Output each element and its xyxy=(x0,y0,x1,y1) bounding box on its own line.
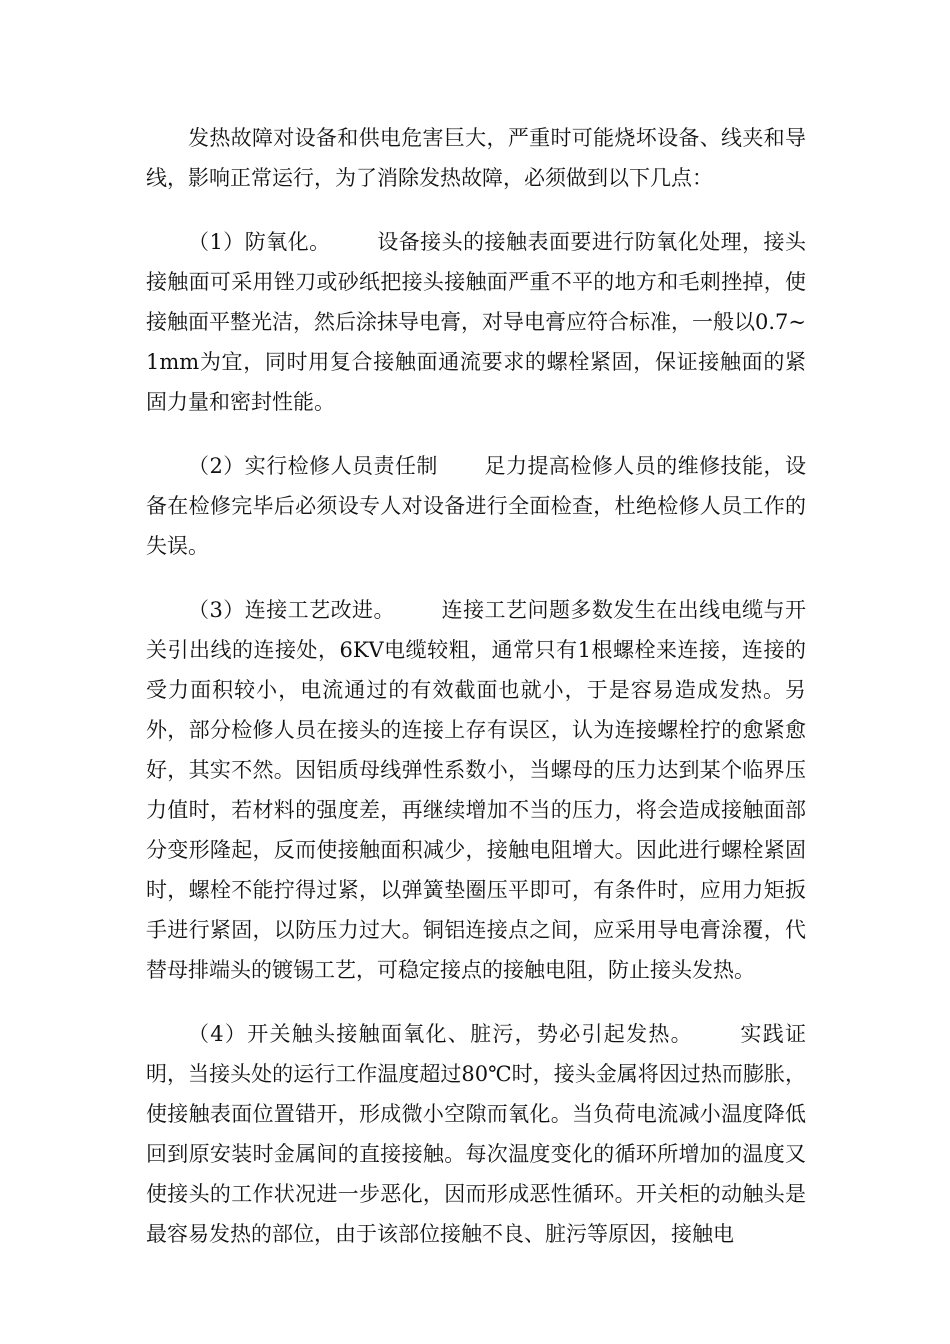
section-heading-2: （2）实行检修人员责任制 xyxy=(188,454,438,478)
section-body-4: 实践证明，当接头处的运行工作温度超过80℃时，接头金属将因过热而膨胀，使接触表面位置错开，形成微小空隙而氧化。当负荷电流减小温度降低回到原安装时金属间的直接接触。每次温度变化的循环所增加的温度又使接头的工作状况进一步恶化，因而形成恶性循环。开关柜的动触头是最容易发热的部位，由于该部位接触不良、脏污等原因，接触电 xyxy=(146,1022,807,1246)
section-body-1: 设备接头的接触表面要进行防氧化处理，接头接触面可采用锉刀或砂纸把接头接触面严重不平的地方和毛刺挫掉，使接触面平整光洁，然后涂抹导电膏，对导电膏应符合标准，一般以0.7~1mm为宜，同时用复合接触面通流要求的螺栓紧固，保证接触面的紧固力量和密封性能。 xyxy=(146,230,806,414)
paragraph-intro-text: 发热故障对设备和供电危害巨大，严重时可能烧坏设备、线夹和导线，影响正常运行，为了消除发热故障，必须做到以下几点： xyxy=(146,126,806,190)
section-heading-4: （4）开关触头接触面氧化、脏污，势必引起发热。 xyxy=(188,1022,693,1046)
document-page xyxy=(146,118,806,1254)
paragraph-responsibility xyxy=(146,446,806,566)
section-body-2: 足力提高检修人员的维修技能，设备在检修完毕后必须设专人对设备进行全面检查，杜绝检修人员工作的失误。 xyxy=(146,454,806,558)
paragraph-process-improvement xyxy=(146,590,806,990)
paragraph-anti-oxidation xyxy=(146,222,806,422)
paragraph-intro xyxy=(146,118,806,198)
paragraph-contact-oxidation xyxy=(146,1014,806,1254)
section-heading-1: （1）防氧化。 xyxy=(188,230,331,254)
section-heading-3: （3）连接工艺改进。 xyxy=(188,598,395,622)
section-body-3: 连接工艺问题多数发生在出线电缆与开关引出线的连接处，6KV电缆较粗，通常只有1根螺栓来连接，连接的受力面积较小，电流通过的有效截面也就小，于是容易造成发热。另外，部分检修人员在接头的连接上存有误区，认为连接螺栓拧的愈紧愈好，其实不然。因铝质母线弹性系数小，当螺母的压力达到某个临界压力值时，若材料的强度差，再继续增加不当的压力，将会造成接触面部分变形隆起，反而使接触面积减少，接触电阻增大。因此进行螺栓紧固时，螺栓不能拧得过紧，以弹簧垫圈压平即可，有条件时，应用力矩扳手进行紧固，以防压力过大。铜铝连接点之间，应采用导电膏涂覆，代替母排端头的镀锡工艺，可稳定接点的接触电阻，防止接头发热。 xyxy=(146,598,806,982)
